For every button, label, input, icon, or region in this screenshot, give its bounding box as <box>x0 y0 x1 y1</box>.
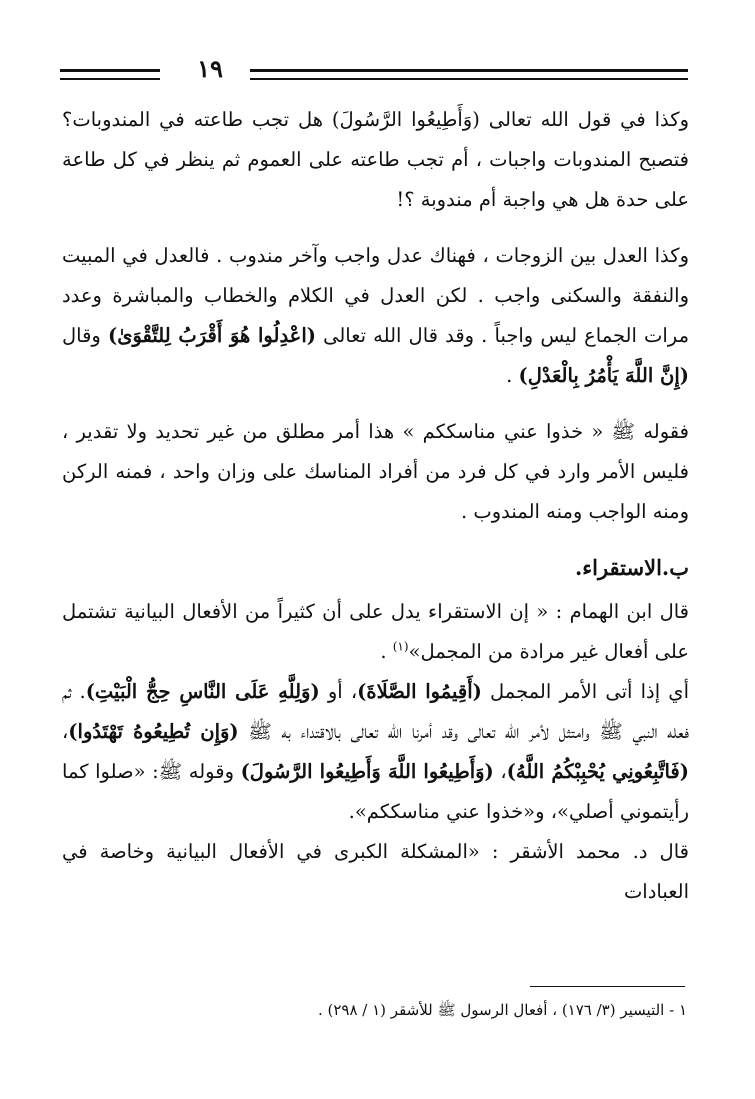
section-heading-istiqra: ب.الاستقراء. <box>574 555 689 580</box>
header-rule-right <box>250 69 688 80</box>
quran-verse-adilu: (اعْدِلُوا هُوَ أَقْرَبُ لِلتَّقْوَىٰ) <box>107 324 316 347</box>
quran-verse-yamuru: (إِنَّ اللَّهَ يَأْمُرُ بِالْعَدْلِ) <box>518 364 689 387</box>
page-header <box>60 54 688 88</box>
mujmal-text-a: أي إذا أتى الأمر المجمل <box>490 680 689 703</box>
justice-end: . <box>506 364 513 387</box>
mujmal-text-d: ، <box>62 720 69 743</box>
ibn-hummam-end: . <box>380 640 387 663</box>
paragraph-justice <box>62 236 689 396</box>
header-rule-left <box>60 69 160 80</box>
mujmal-text-b: ، أو <box>327 680 358 703</box>
ibn-hummam-quote: قال ابن الهمام : « إن الاستقراء يدل على أن كثيراً من الأفعال البيانية تشتمل على أفعال غير مرادة من المجمل» <box>62 600 689 663</box>
justice-text-b: وقال <box>62 324 101 347</box>
paragraph-ashqar: قال د. محمد الأشقر : «المشكلة الكبرى في الأفعال البيانية وخاصة في العبادات <box>62 840 689 903</box>
paragraph-mujmal <box>62 672 689 832</box>
page-number: ١٩ <box>197 54 223 83</box>
mujmal-text-e: ، <box>500 760 507 783</box>
paragraph-obedience: وكذا في قول الله تعالى (وَأَطِيعُوا الرَّسُولَ) هل تجب طاعته في المندوبات؟ فتصبح المندوبات واجبات ، أم تجب طاعته على العموم ثم ينظر في كل طاعة على حدة هل هي واجبة أم مندوبة ؟! <box>62 108 689 211</box>
page-body <box>62 100 689 912</box>
quran-verse-salah: (أَقِيمُوا الصَّلَاةَ) <box>357 680 482 703</box>
footnote-divider <box>530 986 685 987</box>
mujmal-text-c: . ثم فعله النبي ﷺ وامتثل لأمر الله تعالى وقد أمرنا الله تعالى بالاقتداء به ﷺ <box>62 680 689 743</box>
quran-verse-hajj: (وَلِلَّهِ عَلَى النَّاسِ حِجُّ الْبَيْتِ) <box>85 680 320 703</box>
quran-verse-fattabiuni: (فَاتَّبِعُونِي يُحْبِبْكُمُ اللَّهُ) <box>506 760 689 783</box>
quran-verse-tutiuhu: (وَإِن تُطِيعُوهُ تَهْتَدُوا) <box>68 720 239 743</box>
paragraph-ibn-hummam <box>62 592 689 672</box>
footnote: ١ - التيسير (٣/ ١٧٦) ، أفعال الرسول ﷺ للأشقر (١ / ٢٩٨) . <box>317 1001 687 1019</box>
footnote-marker: (١) <box>392 639 409 654</box>
quran-verse-atiu: (وَأَطِيعُوا اللَّهَ وَأَطِيعُوا الرَّسُولَ) <box>240 760 494 783</box>
paragraph-rites: فقوله ﷺ « خذوا عني مناسككم » هذا أمر مطلق من غير تحديد ولا تقدير ، فليس الأمر وارد في كل فرد من أفراد المناسك على وزان واحد ، فمنه الركن ومنه الواجب ومنه المندوب . <box>62 420 689 523</box>
mujmal-text-f: وقوله ﷺ: «صلوا كما رأيتموني أصلي»، و«خذوا عني مناسككم». <box>62 760 689 823</box>
justice-text-a: وكذا العدل بين الزوجات ، فهناك عدل واجب وآخر مندوب . فالعدل في المبيت والنفقة والسكنى واجب . لكن العدل في الكلام والخطاب والمباشرة وعدد مرات الجماع ليس واجباً . وقد قال الله تعالى <box>62 244 690 347</box>
